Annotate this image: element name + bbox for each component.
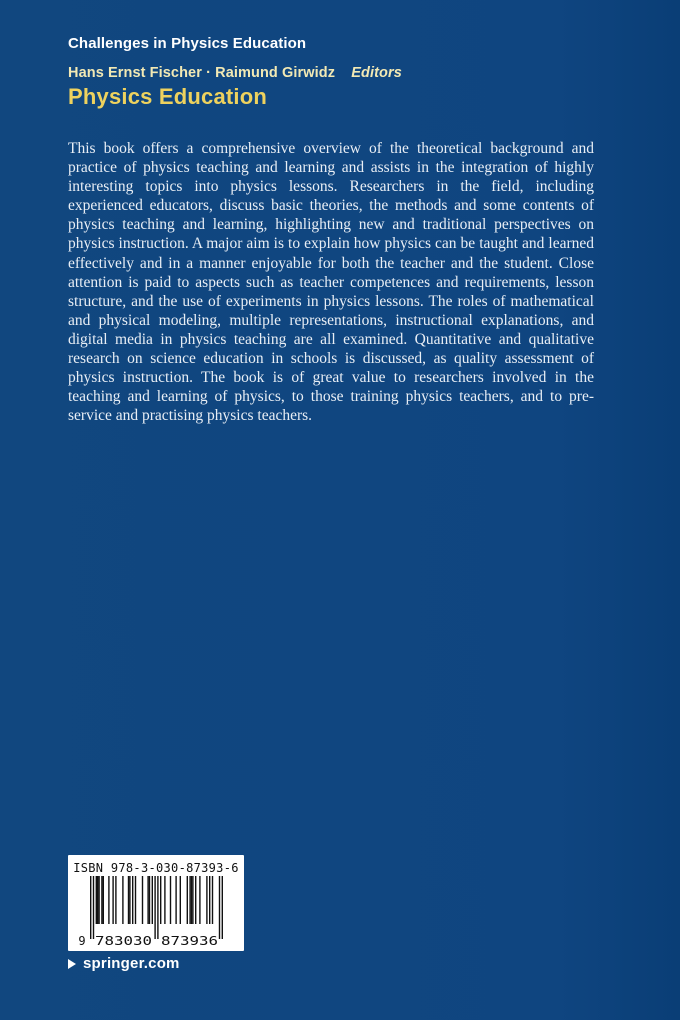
editors-byline [68,65,402,81]
isbn-barcode-box [68,855,244,951]
publisher-website [68,955,180,972]
ean-digit-group-right: 873936 [161,934,218,946]
editors-label: Editors [351,65,402,81]
ean-digit-group-left: 783030 [95,934,152,946]
series-title: Challenges in Physics Education [68,35,307,52]
right-triangle-icon [68,959,76,969]
ean-barcode [68,876,244,946]
editor-names: Hans Ernst Fischer · Raimund Girwidz [68,65,336,81]
book-title: Physics Education [68,84,268,109]
ean-digit-first: 9 [78,934,86,946]
isbn-label: ISBN 978-3-030-87393-6 [73,861,239,875]
website-label: springer.com [83,955,180,972]
ean-bars [90,876,223,939]
back-cover-blurb: This book offers a comprehensive overview of the theoretical background and practice of physics teaching and learning and assists in the integration of highly interesting topics into physics lessons. Researchers in the field, including experienced educators, discuss basic theories, the methods and some contents of physics teaching and learning, highlighting new and traditional perspectives on physics instruction. A major aim is to explain how physics can be taught and learned effectively and in a manner enjoyable for both the teacher and the student. Close attention is paid to aspects such as teacher competences and requirements, lesson structure, and the use of experiments in physics lessons. The roles of mathematical and physical modeling, multiple representations, instructional explanations, and digital media in physics teaching are all examined. Quantitative and qualitative research on science education in schools is discussed, as quality assessment of physics instruction. The book is of great value to researchers involved in the teaching and learning of physics, to those training physics teachers, and to pre-service and practising physics teachers. [68,140,594,425]
